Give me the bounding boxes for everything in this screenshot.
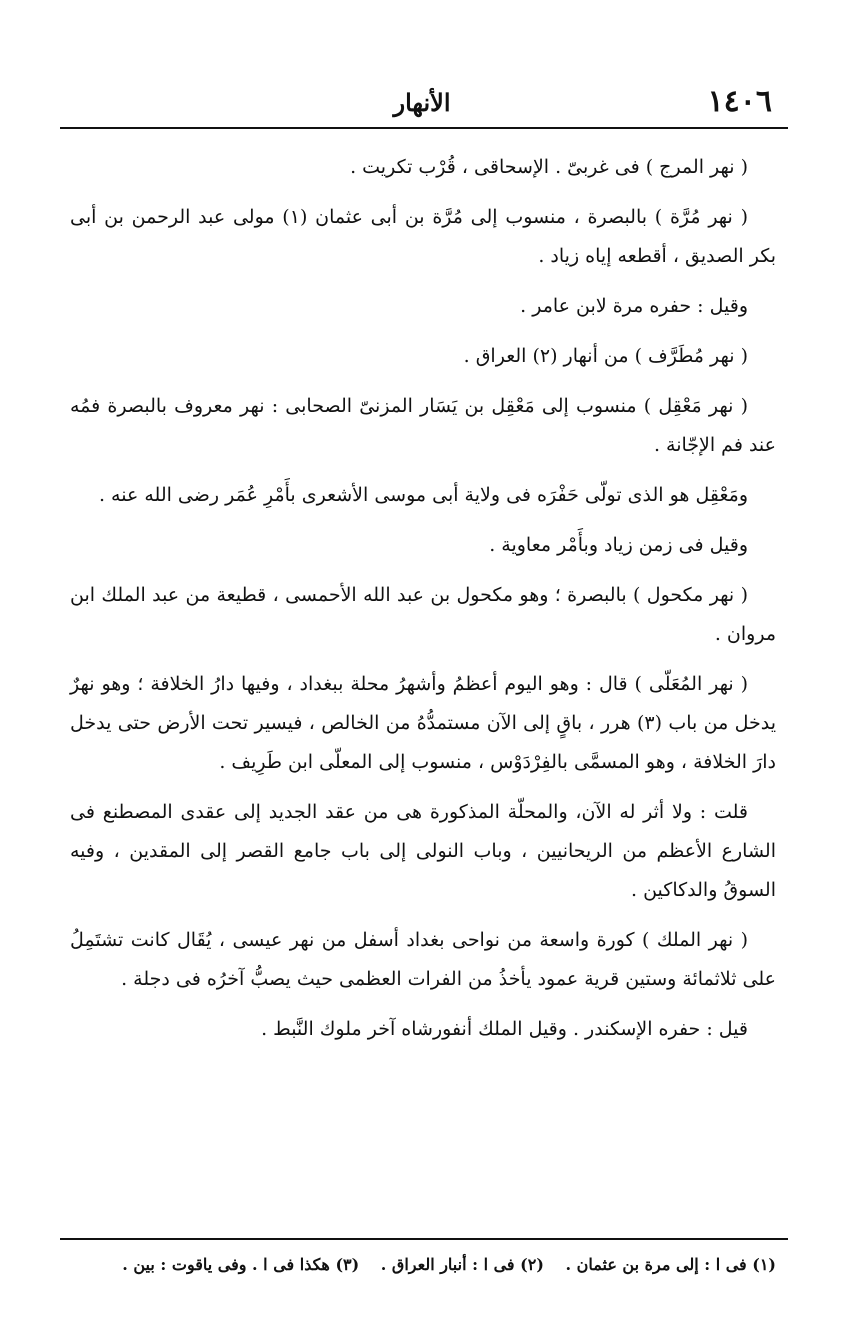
- main-text: [70, 148, 776, 1060]
- entry-nahr-al-mualla: ( نهر المُعَلّى ) قال : وهو اليوم أعظمُ وأشهرُ محلة ببغداد ، وفيها دارُ الخلافة ؛ وهو نهرٌ يدخل من باب (٣) هرر ، باقٍ إلى الآن مستمدُّهُ من الخالص ، فيسير تحت الأرض حتى يدخل دارَ الخلافة ، وهو المسمَّى بالفِرْدَوْس ، منسوب إلى المعلّى ابن طَرِيف .: [70, 673, 776, 773]
- footnote-1: (١) فى ا : إلى مرة بن عثمان .: [565, 1255, 776, 1274]
- entry-nahr-al-marj: ( نهر المرج ) فى غربىّ . الإسحاقى ، قُرْب تكريت .: [350, 156, 748, 178]
- entry-nahr-al-malik: ( نهر الملك ) كورة واسعة من نواحى بغداد أسفل من نهر عيسى ، يُقَال كانت تشتَمِلُ على ثلاثمائة وستين قرية عمود يأخذُ من الفرات العظمى حيث يصبُّ آخرُه فى دجلة .: [70, 929, 776, 990]
- footnote-rule: [60, 1238, 788, 1240]
- page-number: ١٤٠٦: [707, 84, 772, 119]
- footnote-2: (٢) فى ا : أنبار العراق .: [380, 1255, 544, 1274]
- running-title: الأنهار: [393, 88, 451, 117]
- header-rule: [60, 127, 788, 129]
- entry-author-comment: قلت : ولا أثر له الآن، والمحلّة المذكورة هى من عقد الجديد إلى عقدى المصطنع فى الشارع الأعظم من الريحانيين ، وباب النولى إلى باب جامع القصر إلى المقدين ، وفيه السوقُ والدكاكين .: [70, 801, 776, 901]
- entry-nahr-maqil-note-2: وقيل فى زمن زياد وبأَمْر معاوية .: [489, 534, 748, 556]
- page-header: [72, 84, 772, 124]
- entry-nahr-murra-note: وقيل : حفره مرة لابن عامر .: [520, 295, 748, 317]
- footnotes: [70, 1252, 776, 1278]
- entry-nahr-maqil-note: ومَعْقِل هو الذى تولّى حَفْرَه فى ولاية أبى موسى الأشعرى بأَمْرِ عُمَر رضى الله عنه .: [98, 484, 748, 506]
- entry-nahr-mutarraf: ( نهر مُطَرَّف ) من أنهار (٢) العراق .: [463, 345, 748, 367]
- entry-nahr-maqil: ( نهر مَعْقِل ) منسوب إلى مَعْقِل بن يَسَار المزنىّ الصحابى : نهر معروف بالبصرة فمُه عند فم الإجّانة .: [70, 395, 776, 456]
- entry-nahr-makhul: ( نهر مكحول ) بالبصرة ؛ وهو مكحول بن عبد الله الأحمسى ، قطيعة من عبد الملك ابن مروان .: [70, 584, 776, 645]
- entry-nahr-al-malik-note: قيل : حفره الإسكندر . وقيل الملك أنفورشاه آخر ملوك النَّبط .: [261, 1018, 748, 1040]
- entry-nahr-murra: ( نهر مُرَّة ) بالبصرة ، منسوب إلى مُرَّة بن أبى عثمان (١) مولى عبد الرحمن بن أبى بكر الصديق ، أقطعه إياه زياد .: [70, 206, 776, 267]
- footnote-3: (٣) هكذا فى ا . وفى ياقوت : بين .: [122, 1255, 360, 1274]
